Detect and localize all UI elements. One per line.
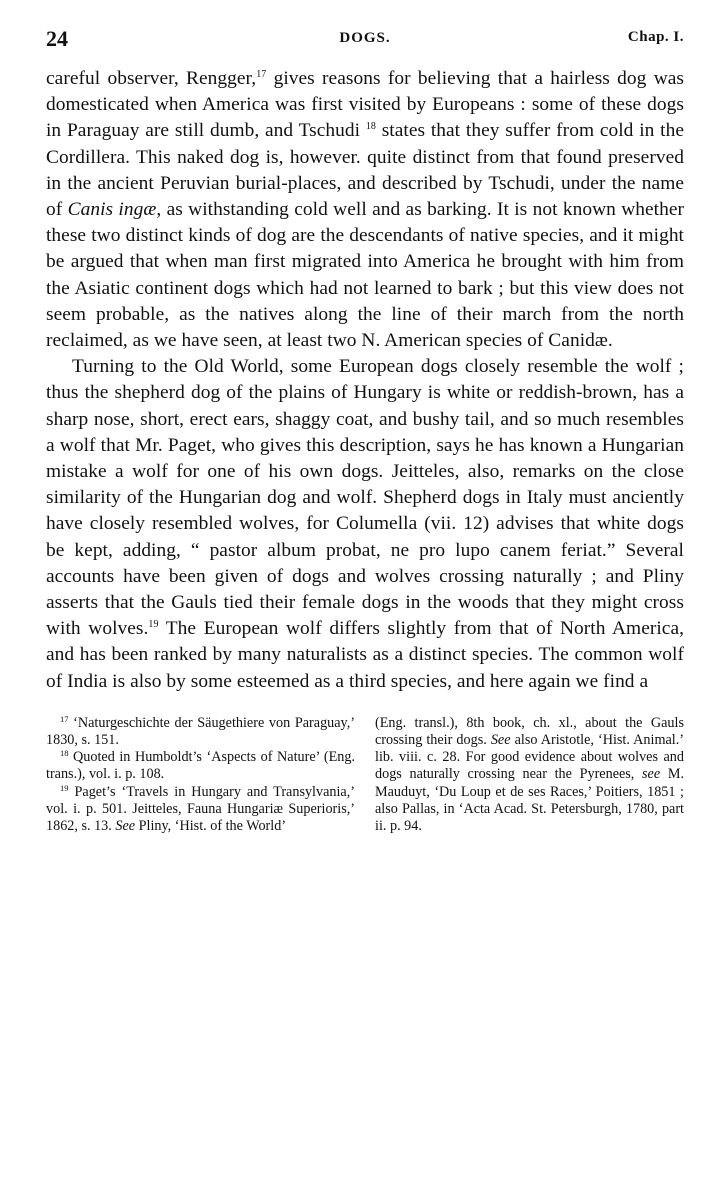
footnote-number: 17 — [60, 713, 69, 724]
footnote-number: 18 — [60, 748, 69, 759]
footnote-text: Pliny, ‘Hist. of the World’ — [135, 818, 287, 835]
footnote-18 — [46, 749, 355, 783]
text-run: The European wolf differs slightly from that of North America, and has been ranked by many naturalists as a distinct species. The common wolf of India is also by some esteemed as a third species, and here again we find a — [46, 618, 685, 692]
text-run: careful observer, Rengger, — [46, 68, 257, 89]
footnote-italic: See — [115, 818, 136, 835]
footnote-text: ‘Naturgeschichte der Säugethiere von Paraguay,’ 1830, s. 151. — [46, 714, 355, 749]
footnote-17 — [46, 715, 355, 749]
paragraph-2 — [46, 354, 684, 695]
chapter-label: Chap. I. — [627, 29, 684, 45]
footnote-ref-18: 18 — [365, 121, 376, 133]
footnotes — [46, 715, 684, 835]
footnote-italic: see — [642, 766, 661, 783]
running-title: DOGS. — [339, 30, 391, 46]
page-header — [46, 20, 684, 54]
text-run: states that they suffer from cold in the Cordillera. This naked dog is, however. quite distinct from that found preserved in the ancient Peruvian burial-places, and described by Tschudi, under the name of — [46, 120, 684, 221]
page-number: 24 — [46, 26, 68, 51]
species-name: Canis ingæ — [67, 199, 157, 221]
footnote-19-continued — [375, 715, 684, 835]
text-run: , as withstanding cold well and as barking. It is not known whether these two distinct kinds of dog are the descendants of native species, and it might be argued that when man first migrated into America he brought with him from the Asiatic continent dogs which had not learned to bark ; but this view does not seem probable, as the natives along the line of their march from the north reclaimed, as we have seen, at least two N. American species of Canidæ. — [46, 199, 684, 352]
footnote-ref-17: 17 — [256, 69, 267, 80]
paragraph-1 — [46, 66, 684, 354]
footnote-number: 19 — [60, 782, 69, 793]
footnote-text: Quoted in Humboldt’s ‘Aspects of Nature’ (Eng. trans.), vol. i. p. 108. — [46, 749, 355, 783]
footnote-text: also Aristotle, ‘Hist. Animal.’ lib. viii. c. 28. For good evidence about wolves and dogs naturally crossing near the Pyrenees, — [375, 732, 685, 783]
footnote-text: M. Mauduyt, ‘Du Loup et de ses Races,’ Poitiers, 1851 ; also Pallas, in ‘Acta Acad. St. Petersburgh, 1780, part ii. p. 94. — [375, 766, 684, 835]
footnote-19 — [46, 784, 355, 836]
footnote-column-left — [46, 715, 355, 835]
book-page — [46, 20, 684, 835]
footnote-ref-19: 19 — [148, 619, 159, 631]
footnote-italic: See — [490, 732, 511, 749]
footnote-text: Paget’s ‘Travels in Hungary and Transylvania,’ vol. i. p. 501. Jeitteles, Fauna Hungariæ Superioris,’ 1862, s. 13. — [46, 783, 355, 835]
text-run: Turning to the Old World, some European dogs closely resemble the wolf ; thus the shepherd dog of the plains of Hungary is white or reddish-brown, has a sharp nose, short, erect ears, shaggy coat, and bushy tail, and so much resembles a wolf that Mr. Paget, who gives this description, says he has known a Hungarian mistake a wolf for one of his own dogs. Jeitteles, also, remarks on the close similarity of the Hungarian dog and wolf. Shepherd dogs in Italy must anciently have closely resembled wolves, for Columella (vii. 12) advises that white dogs be kept, adding, “ pastor album probat, ne pro lupo canem feriat.” Several accounts have been given of dogs and wolves crossing naturally ; and Pliny asserts that the Gauls tied their female dogs in the woods that they might cross with wolves. — [46, 356, 684, 640]
text-run: gives reasons for believing that a hairless dog was domesticated when America was first visited by Europeans : some of these dogs in Paraguay are still dumb, and Tschudi — [46, 68, 684, 142]
main-text — [46, 66, 684, 695]
footnote-text: (Eng. transl.), 8th book, ch. xl., about the Gauls crossing their dogs. — [375, 714, 684, 749]
footnote-column-right — [375, 715, 684, 835]
